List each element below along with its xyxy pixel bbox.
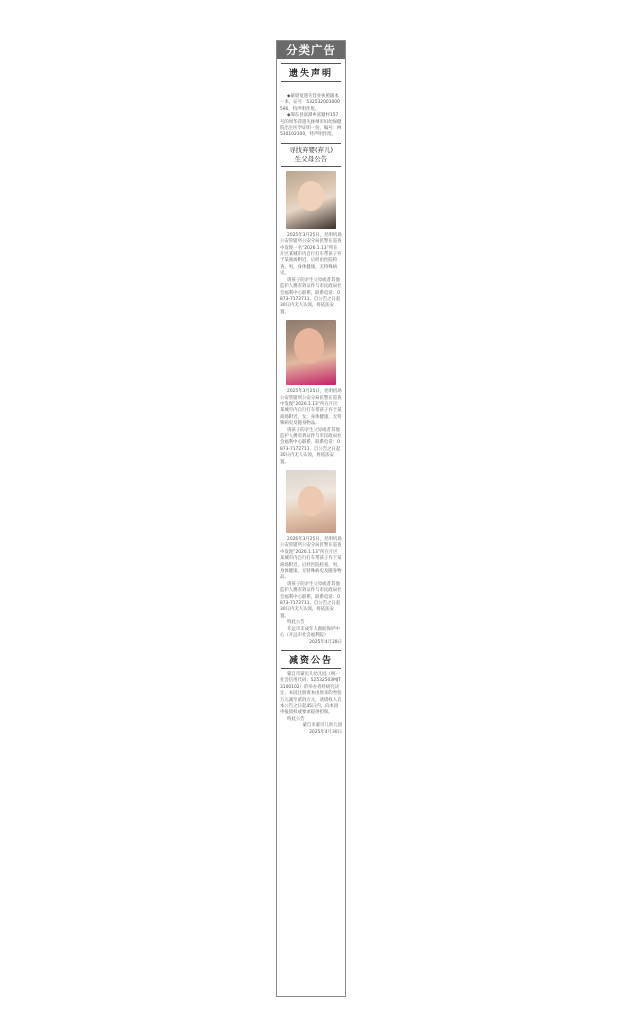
baby-face-1	[298, 181, 324, 211]
baby-photo-2	[286, 320, 336, 385]
case-2-description: 2025年3月25日，昆明机场公安管辖所公安分局民警在巡查中发现“2026.1.13”所在片区某城市内自行打车带孩子弃于某商场附近，女，身体健康，无特殊病史及随身物品。	[280, 389, 342, 427]
abandoned-org: 开远市未成年人救助保护中心（开远市社会福利院）	[280, 626, 340, 639]
lost-notice-heading: 遗失声明	[281, 63, 341, 82]
baby-photo-3	[286, 470, 336, 533]
case-1-description: 2025年3月25日，昆明机场公安管辖所公安分局民警在巡查中发现一名“2026.1.13”所在片区某城市内自行打车带孩子弃于某商场附近，后经由医院检查，男，身体健康，无特殊病史。	[280, 232, 342, 277]
case-3-description: 2026年3月25日，昆明机场公安管辖所公安分局民警在巡查中发现“2026.1.13”所在片区某城市内自行打车带孩子弃于某商场附近，后经医院检查，男，身体健康，无特殊病史及随身物品。	[280, 537, 342, 581]
column-header: 分类广告	[277, 41, 345, 59]
capital-reduction-special: 特此公告	[287, 716, 305, 722]
capital-reduction-body: 蒙自市蒙贝儿幼儿园（统一社会信用代码：52532503MJT3100102）的举办者经研究决定，本园注册资本由原来的叁佰万元减至贰佰万元，请债权人自本公告之日起45日内，向本园申报债权或要求提供担保。	[280, 671, 342, 716]
abandoned-date: 2025年4月28日	[309, 639, 342, 645]
abandoned-heading-line1: 寻找弃婴(弃儿)	[288, 145, 334, 154]
abandoned-heading	[281, 143, 341, 167]
capital-reduction-date: 2025年4月30日	[309, 729, 342, 735]
case-1-contact: 请孩子的亲生父母或者其他监护人携有效证件与市民政局社会福利中心联系，联系电话：0873-7172711，自公告之日起30日内无人认领，将依法安置。	[280, 277, 342, 315]
abandoned-heading-line2: 生父母公告	[294, 154, 328, 163]
lost-notice-item-2: ◆潭东县富潭乡富塘村157号的周华萍遗失林州市妇幼保健院出生医学证明一份，编号：M530102100，特声明作废。	[280, 113, 342, 138]
abandoned-special: 特此公告	[287, 620, 305, 626]
baby-face-2	[294, 328, 324, 364]
capital-reduction-org: 蒙自市蒙贝儿幼儿园	[302, 723, 342, 729]
capital-reduction-heading: 减资公告	[281, 650, 341, 669]
case-2-contact: 请孩子的亲生父母或者其他监护人携有效证件与市民政局社会福利中心联系，联系电话：0873-7172711，自公告之日起30日内无人认领，将依法安置。	[280, 427, 342, 465]
case-3-contact: 请孩子的亲生父母或者其他监护人携有效证件与市民政局社会福利中心联系，联系电话：0873-7172711，自公告之日起30日内无人认领，将依法安置。	[280, 581, 342, 619]
classified-ads-column	[276, 40, 346, 997]
lost-notice-item-1: ◆蒙晨宽遗失营业执照副本一本，证号：532532001000596，特声明作废。	[280, 94, 340, 112]
baby-photo-1	[286, 171, 336, 229]
baby-face-3	[298, 486, 324, 516]
